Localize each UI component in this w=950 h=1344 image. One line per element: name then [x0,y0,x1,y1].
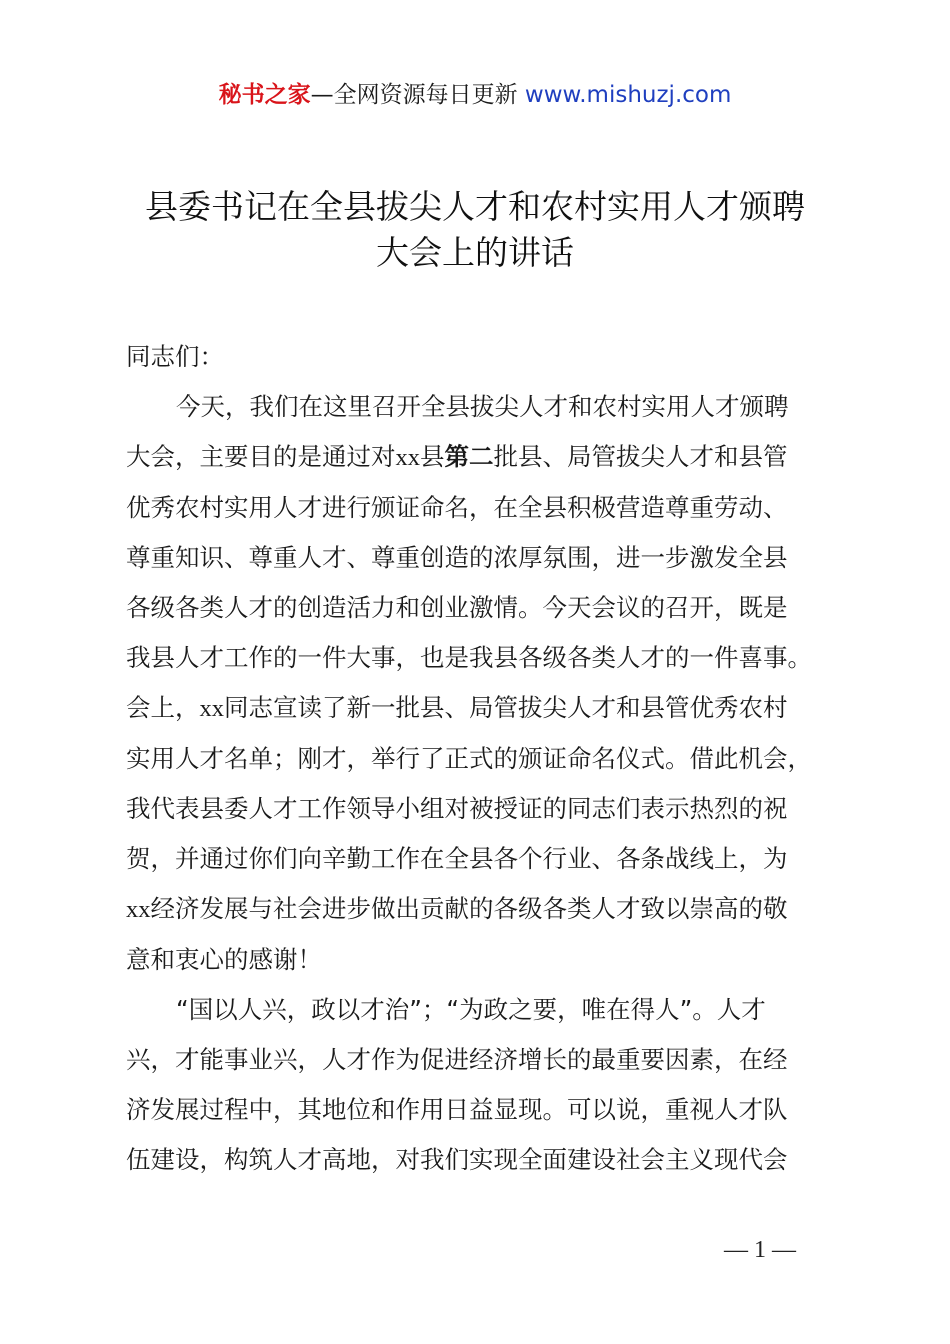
text-line: 优秀农村实用人才进行颁证命名，在全县积极营造尊重劳动、 [126,493,788,522]
text-segment: 大会，主要目的是通过对 [126,442,396,471]
document-title [90,184,860,276]
paragraph-1 [126,382,856,985]
text-line [126,683,856,734]
text-line: 济发展过程中，其地位和作用日益显现。可以说，重视人才队 [126,1095,788,1124]
text-segment: xx [199,695,224,722]
site-header [0,78,950,112]
text-line: “国以人兴，政以才治”；“为政之要，唯在得人”。人才 [176,995,766,1024]
text-line: 今天，我们在这里召开全县拔尖人才和农村实用人才颁聘 [176,392,789,421]
text-line: 贺，并通过你们向辛勤工作在全县各个行业、各条战线上，为 [126,844,788,873]
text-line: 意和衷心的感谢！ [126,945,322,974]
text-line: 尊重知识、尊重人才、尊重创造的浓厚氛围，进一步激发全县 [126,543,788,572]
text-line [126,432,856,483]
bold-text-segment: 第二 [444,442,494,471]
text-segment: 批县、局管拔尖人才和县管 [493,442,788,471]
paragraph-2 [126,985,856,1185]
title-line-1: 县委书记在全县拔尖人才和农村实用人才颁聘 [145,187,805,226]
text-segment: 县 [420,442,445,471]
text-line: 兴，才能事业兴，人才作为促进经济增长的最重要因素，在经 [126,1045,788,1074]
text-line [126,884,856,935]
header-tagline: —全网资源每日更新 [310,82,518,108]
site-url-link[interactable]: www.mishuzj.com [524,82,732,108]
salutation: 同志们： [126,342,224,371]
text-line: 我县人才工作的一件大事，也是我县各级各类人才的一件喜事。 [126,643,812,672]
text-segment: 同志宣读了新一批县、局管拔尖人才和县管优秀农村 [224,693,788,722]
document-body [126,332,856,1185]
brand-name: 秘书之家 [218,82,311,108]
text-segment: xx [126,896,151,923]
text-line: 实用人才名单；刚才，举行了正式的颁证命名仪式。借此机会， [126,744,812,773]
text-line: 各级各类人才的创造活力和创业激情。今天会议的召开，既是 [126,593,788,622]
page-number: — 1 — [724,1237,796,1263]
text-segment: 会上， [126,693,200,722]
text-segment: 经济发展与社会进步做出贡献的各级各类人才致以崇高的敬 [150,894,788,923]
text-line: 伍建设，构筑人才高地，对我们实现全面建设社会主义现代会 [126,1145,788,1174]
title-line-2: 大会上的讲话 [376,233,574,272]
text-line: 我代表县委人才工作领导小组对被授证的同志们表示热烈的祝 [126,794,788,823]
text-segment: xx [395,444,420,471]
